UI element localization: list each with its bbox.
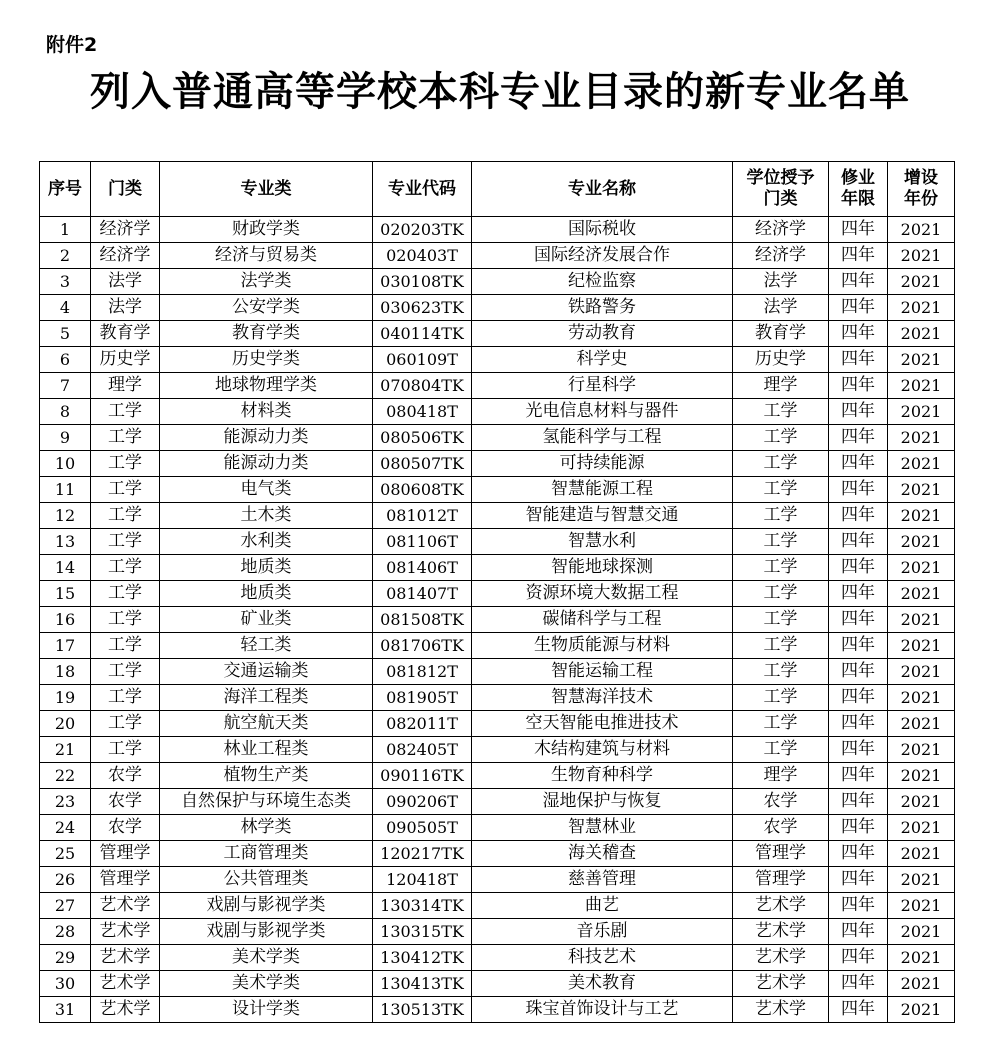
cell-duration: 四年 [829,477,888,503]
table-body [40,217,955,1023]
table-row [40,295,955,321]
cell-category: 工学 [91,685,160,711]
cell-name: 劳动教育 [472,321,733,347]
header-year-line2: 年份 [904,189,938,209]
cell-category: 工学 [91,477,160,503]
cell-seq: 22 [40,763,91,789]
cell-discipline: 能源动力类 [160,451,373,477]
cell-degree: 工学 [733,633,829,659]
table-row [40,399,955,425]
cell-degree: 工学 [733,529,829,555]
table-row [40,217,955,243]
cell-category: 艺术学 [91,919,160,945]
cell-name: 慈善管理 [472,867,733,893]
cell-degree: 艺术学 [733,919,829,945]
cell-year: 2021 [888,529,955,555]
cell-duration: 四年 [829,425,888,451]
header-name: 专业名称 [472,162,733,217]
cell-seq: 31 [40,997,91,1023]
cell-duration: 四年 [829,763,888,789]
cell-year: 2021 [888,373,955,399]
cell-code: 090116TK [373,763,472,789]
cell-category: 经济学 [91,217,160,243]
cell-duration: 四年 [829,451,888,477]
cell-duration: 四年 [829,997,888,1023]
cell-code: 090206T [373,789,472,815]
cell-discipline: 教育学类 [160,321,373,347]
cell-seq: 6 [40,347,91,373]
cell-degree: 农学 [733,789,829,815]
cell-discipline: 航空航天类 [160,711,373,737]
cell-name: 铁路警务 [472,295,733,321]
cell-degree: 工学 [733,477,829,503]
header-discipline: 专业类 [160,162,373,217]
header-category: 门类 [91,162,160,217]
table-row [40,737,955,763]
cell-discipline: 林学类 [160,815,373,841]
header-duration [829,162,888,217]
cell-seq: 27 [40,893,91,919]
cell-discipline: 戏剧与影视学类 [160,893,373,919]
cell-name: 珠宝首饰设计与工艺 [472,997,733,1023]
cell-seq: 17 [40,633,91,659]
cell-discipline: 美术学类 [160,945,373,971]
cell-duration: 四年 [829,373,888,399]
cell-name: 湿地保护与恢复 [472,789,733,815]
cell-year: 2021 [888,815,955,841]
table-row [40,763,955,789]
cell-discipline: 水利类 [160,529,373,555]
cell-year: 2021 [888,919,955,945]
cell-discipline: 设计学类 [160,997,373,1023]
cell-code: 081706TK [373,633,472,659]
cell-discipline: 材料类 [160,399,373,425]
table-row [40,711,955,737]
majors-table [39,161,955,1023]
cell-name: 智能建造与智慧交通 [472,503,733,529]
cell-category: 农学 [91,763,160,789]
cell-degree: 工学 [733,659,829,685]
cell-duration: 四年 [829,815,888,841]
cell-code: 081812T [373,659,472,685]
cell-degree: 工学 [733,425,829,451]
cell-year: 2021 [888,867,955,893]
cell-code: 080418T [373,399,472,425]
table-row [40,581,955,607]
header-degree-line2: 门类 [763,189,798,209]
cell-seq: 11 [40,477,91,503]
cell-discipline: 交通运输类 [160,659,373,685]
header-degree [733,162,829,217]
cell-code: 070804TK [373,373,472,399]
cell-category: 艺术学 [91,997,160,1023]
cell-degree: 理学 [733,763,829,789]
cell-seq: 20 [40,711,91,737]
cell-duration: 四年 [829,893,888,919]
cell-code: 030623TK [373,295,472,321]
cell-degree: 工学 [733,607,829,633]
table-row [40,477,955,503]
cell-discipline: 戏剧与影视学类 [160,919,373,945]
cell-category: 艺术学 [91,971,160,997]
cell-name: 国际税收 [472,217,733,243]
cell-code: 120418T [373,867,472,893]
cell-name: 美术教育 [472,971,733,997]
cell-discipline: 矿业类 [160,607,373,633]
cell-duration: 四年 [829,347,888,373]
cell-year: 2021 [888,893,955,919]
table-row [40,243,955,269]
cell-discipline: 美术学类 [160,971,373,997]
cell-discipline: 电气类 [160,477,373,503]
cell-discipline: 历史学类 [160,347,373,373]
cell-name: 国际经济发展合作 [472,243,733,269]
cell-name: 智慧能源工程 [472,477,733,503]
cell-name: 可持续能源 [472,451,733,477]
cell-name: 生物育种科学 [472,763,733,789]
table-row [40,945,955,971]
cell-seq: 8 [40,399,91,425]
table-row [40,971,955,997]
cell-code: 081012T [373,503,472,529]
cell-duration: 四年 [829,217,888,243]
cell-seq: 30 [40,971,91,997]
table-row [40,867,955,893]
cell-name: 海关稽查 [472,841,733,867]
cell-code: 020203TK [373,217,472,243]
cell-seq: 28 [40,919,91,945]
cell-duration: 四年 [829,945,888,971]
cell-duration: 四年 [829,789,888,815]
cell-name: 科技艺术 [472,945,733,971]
cell-seq: 4 [40,295,91,321]
cell-name: 智能运输工程 [472,659,733,685]
cell-degree: 历史学 [733,347,829,373]
cell-category: 农学 [91,815,160,841]
cell-name: 空天智能电推进技术 [472,711,733,737]
cell-seq: 14 [40,555,91,581]
cell-duration: 四年 [829,269,888,295]
cell-degree: 艺术学 [733,945,829,971]
cell-duration: 四年 [829,321,888,347]
table-row [40,555,955,581]
table-row [40,893,955,919]
cell-discipline: 公安学类 [160,295,373,321]
cell-year: 2021 [888,633,955,659]
cell-year: 2021 [888,945,955,971]
table-row [40,607,955,633]
cell-category: 工学 [91,529,160,555]
cell-duration: 四年 [829,295,888,321]
cell-discipline: 地球物理学类 [160,373,373,399]
cell-year: 2021 [888,269,955,295]
cell-seq: 9 [40,425,91,451]
cell-seq: 13 [40,529,91,555]
cell-degree: 经济学 [733,243,829,269]
cell-seq: 1 [40,217,91,243]
cell-seq: 16 [40,607,91,633]
cell-seq: 25 [40,841,91,867]
cell-code: 130412TK [373,945,472,971]
cell-year: 2021 [888,685,955,711]
cell-duration: 四年 [829,503,888,529]
cell-duration: 四年 [829,555,888,581]
table-row [40,451,955,477]
cell-degree: 艺术学 [733,997,829,1023]
cell-seq: 5 [40,321,91,347]
cell-degree: 管理学 [733,841,829,867]
cell-name: 科学史 [472,347,733,373]
cell-code: 081905T [373,685,472,711]
cell-degree: 农学 [733,815,829,841]
header-duration-line2: 年限 [841,189,875,209]
cell-duration: 四年 [829,399,888,425]
cell-duration: 四年 [829,243,888,269]
cell-year: 2021 [888,399,955,425]
cell-year: 2021 [888,451,955,477]
cell-name: 纪检监察 [472,269,733,295]
cell-category: 工学 [91,633,160,659]
cell-duration: 四年 [829,919,888,945]
cell-degree: 工学 [733,555,829,581]
header-year-line1: 增设 [904,168,938,188]
cell-seq: 7 [40,373,91,399]
table-row [40,997,955,1023]
cell-code: 060109T [373,347,472,373]
header-seq: 序号 [40,162,91,217]
cell-duration: 四年 [829,867,888,893]
cell-year: 2021 [888,347,955,373]
cell-year: 2021 [888,763,955,789]
table-row [40,529,955,555]
cell-code: 130513TK [373,997,472,1023]
cell-category: 工学 [91,581,160,607]
cell-discipline: 公共管理类 [160,867,373,893]
table-row [40,373,955,399]
cell-degree: 法学 [733,269,829,295]
cell-category: 法学 [91,295,160,321]
cell-year: 2021 [888,737,955,763]
cell-duration: 四年 [829,711,888,737]
cell-discipline: 经济与贸易类 [160,243,373,269]
cell-discipline: 海洋工程类 [160,685,373,711]
cell-seq: 3 [40,269,91,295]
cell-degree: 教育学 [733,321,829,347]
cell-code: 081406T [373,555,472,581]
cell-name: 碳储科学与工程 [472,607,733,633]
cell-name: 智能地球探测 [472,555,733,581]
cell-name: 光电信息材料与器件 [472,399,733,425]
cell-code: 130314TK [373,893,472,919]
table-row [40,659,955,685]
cell-code: 120217TK [373,841,472,867]
cell-name: 生物质能源与材料 [472,633,733,659]
cell-code: 090505T [373,815,472,841]
cell-category: 工学 [91,711,160,737]
table-row [40,425,955,451]
cell-year: 2021 [888,217,955,243]
cell-code: 081407T [373,581,472,607]
cell-name: 行星科学 [472,373,733,399]
cell-year: 2021 [888,425,955,451]
cell-discipline: 能源动力类 [160,425,373,451]
cell-code: 081106T [373,529,472,555]
table-row [40,815,955,841]
cell-seq: 18 [40,659,91,685]
cell-duration: 四年 [829,529,888,555]
cell-duration: 四年 [829,607,888,633]
cell-year: 2021 [888,243,955,269]
cell-code: 040114TK [373,321,472,347]
table-row [40,269,955,295]
cell-year: 2021 [888,477,955,503]
cell-duration: 四年 [829,633,888,659]
cell-discipline: 工商管理类 [160,841,373,867]
cell-seq: 24 [40,815,91,841]
cell-year: 2021 [888,659,955,685]
cell-category: 工学 [91,425,160,451]
cell-category: 工学 [91,399,160,425]
cell-degree: 工学 [733,685,829,711]
cell-category: 工学 [91,607,160,633]
cell-name: 木结构建筑与材料 [472,737,733,763]
cell-duration: 四年 [829,659,888,685]
annex-label: 附件2 [46,34,98,56]
cell-seq: 21 [40,737,91,763]
table-row [40,919,955,945]
cell-degree: 工学 [733,451,829,477]
table-row [40,321,955,347]
cell-category: 管理学 [91,867,160,893]
cell-discipline: 地质类 [160,555,373,581]
cell-degree: 艺术学 [733,893,829,919]
header-year [888,162,955,217]
header-degree-line1: 学位授予 [746,168,815,188]
cell-discipline: 自然保护与环境生态类 [160,789,373,815]
cell-code: 130413TK [373,971,472,997]
cell-code: 020403T [373,243,472,269]
cell-degree: 工学 [733,711,829,737]
cell-category: 法学 [91,269,160,295]
cell-name: 智慧海洋技术 [472,685,733,711]
cell-discipline: 轻工类 [160,633,373,659]
cell-seq: 10 [40,451,91,477]
cell-degree: 艺术学 [733,971,829,997]
cell-seq: 19 [40,685,91,711]
cell-discipline: 法学类 [160,269,373,295]
cell-duration: 四年 [829,581,888,607]
cell-year: 2021 [888,841,955,867]
cell-code: 081508TK [373,607,472,633]
cell-name: 资源环境大数据工程 [472,581,733,607]
cell-discipline: 土木类 [160,503,373,529]
cell-code: 080507TK [373,451,472,477]
cell-degree: 工学 [733,399,829,425]
cell-degree: 经济学 [733,217,829,243]
cell-category: 工学 [91,659,160,685]
cell-year: 2021 [888,789,955,815]
cell-name: 智慧水利 [472,529,733,555]
cell-discipline: 林业工程类 [160,737,373,763]
header-duration-line1: 修业 [841,168,875,188]
cell-seq: 26 [40,867,91,893]
cell-degree: 法学 [733,295,829,321]
cell-year: 2021 [888,711,955,737]
cell-discipline: 财政学类 [160,217,373,243]
cell-category: 工学 [91,737,160,763]
cell-degree: 理学 [733,373,829,399]
cell-year: 2021 [888,997,955,1023]
cell-duration: 四年 [829,971,888,997]
cell-degree: 管理学 [733,867,829,893]
cell-code: 130315TK [373,919,472,945]
header-code: 专业代码 [373,162,472,217]
table-row [40,503,955,529]
cell-category: 农学 [91,789,160,815]
cell-year: 2021 [888,581,955,607]
cell-degree: 工学 [733,737,829,763]
cell-duration: 四年 [829,685,888,711]
cell-year: 2021 [888,503,955,529]
cell-seq: 15 [40,581,91,607]
cell-category: 历史学 [91,347,160,373]
cell-category: 工学 [91,555,160,581]
cell-category: 管理学 [91,841,160,867]
page-title: 列入普通高等学校本科专业目录的新专业名单 [90,69,910,115]
table-row [40,633,955,659]
cell-category: 教育学 [91,321,160,347]
table-row [40,347,955,373]
cell-year: 2021 [888,607,955,633]
cell-category: 艺术学 [91,945,160,971]
cell-duration: 四年 [829,737,888,763]
cell-code: 082011T [373,711,472,737]
cell-year: 2021 [888,321,955,347]
cell-year: 2021 [888,555,955,581]
cell-degree: 工学 [733,503,829,529]
cell-seq: 12 [40,503,91,529]
cell-duration: 四年 [829,841,888,867]
cell-seq: 29 [40,945,91,971]
cell-name: 曲艺 [472,893,733,919]
cell-code: 030108TK [373,269,472,295]
cell-category: 工学 [91,503,160,529]
table-row [40,841,955,867]
cell-discipline: 地质类 [160,581,373,607]
cell-name: 音乐剧 [472,919,733,945]
cell-code: 080506TK [373,425,472,451]
cell-name: 氢能科学与工程 [472,425,733,451]
cell-seq: 23 [40,789,91,815]
table-header-row [40,162,955,217]
cell-degree: 工学 [733,581,829,607]
cell-code: 082405T [373,737,472,763]
table-row [40,789,955,815]
table-row [40,685,955,711]
cell-category: 艺术学 [91,893,160,919]
cell-year: 2021 [888,295,955,321]
cell-year: 2021 [888,971,955,997]
cell-name: 智慧林业 [472,815,733,841]
cell-category: 经济学 [91,243,160,269]
cell-category: 工学 [91,451,160,477]
cell-category: 理学 [91,373,160,399]
cell-discipline: 植物生产类 [160,763,373,789]
cell-seq: 2 [40,243,91,269]
cell-code: 080608TK [373,477,472,503]
